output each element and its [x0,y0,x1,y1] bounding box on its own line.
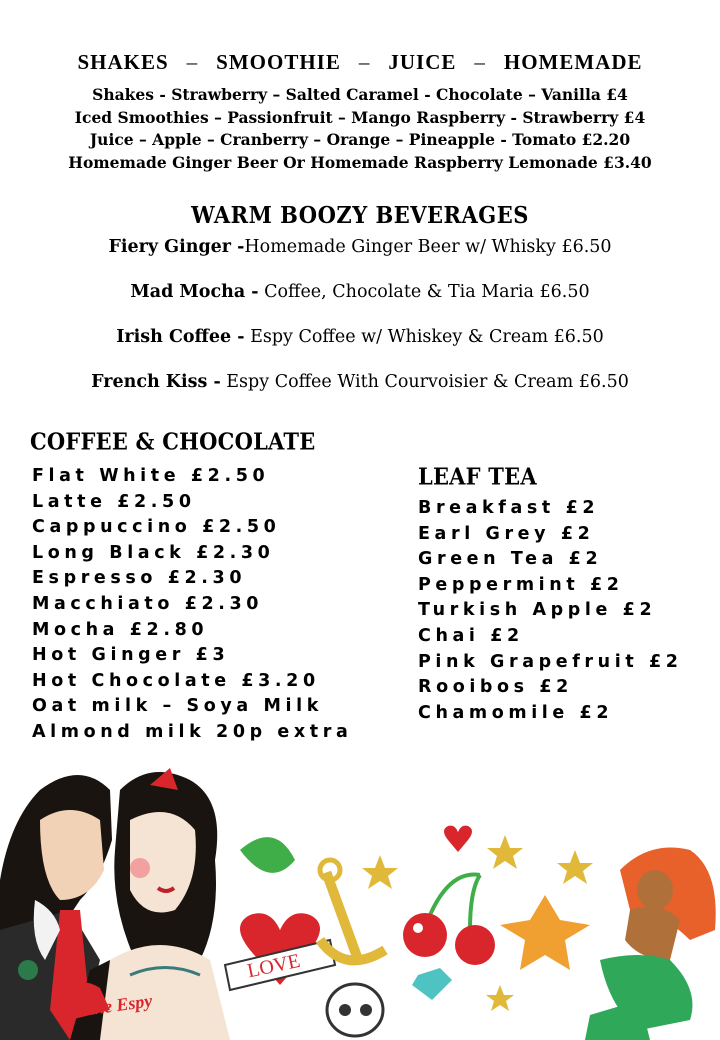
coffee-item: Espresso £2.30 [32,568,247,589]
boozy-list [0,232,720,412]
heading-smoothie: SMOOTHIE [216,50,341,74]
tea-item: Earl Grey £2 [418,523,595,544]
heading-juice: JUICE [388,50,457,74]
heading-dash: – [474,50,486,74]
boozy-item-name: Fiery Ginger - [108,237,245,257]
coffee-item: Oat milk – Soya Milk [32,696,323,717]
boozy-item-desc: Coffee, Chocolate & Tia Maria £6.50 [258,282,590,302]
tea-item: Rooibos £2 [418,677,573,698]
coffee-item: Almond milk 20p extra [32,721,353,742]
boozy-item [0,367,720,412]
shakes-line: Shakes - Strawberry – Salted Caramel - Chocolate – Vanilla £4 [92,85,628,104]
skull-icon [327,984,383,1036]
drinks-price-list [0,84,720,174]
heading-dash: – [186,50,199,74]
tea-item: Chamomile £2 [418,702,614,723]
tattoo-illustration [0,760,720,1040]
tea-list [418,496,683,726]
heart-icon [444,826,472,852]
coffee-item: Hot Chocolate £3.20 [32,670,320,691]
coffee-list [32,464,352,746]
heading-shakes: SHAKES [77,50,169,74]
tea-item: Breakfast £2 [418,498,600,518]
coffee-item: Latte £2.50 [32,491,196,512]
boozy-heading: WARM BOOZY BEVERAGES [191,200,529,229]
coffee-item: Cappuccino £2.50 [32,517,281,538]
boozy-item-desc: Espy Coffee With Courvoisier & Cream £6.50 [220,372,629,392]
tea-item: Turkish Apple £2 [418,600,657,621]
espy-logo: the Espy [87,990,154,1019]
star-icon [362,835,593,1011]
coffee-item: Mocha £2.80 [32,619,209,640]
heart-banner-tattoo [225,913,335,990]
tea-item: Chai £2 [418,625,524,646]
boozy-item-name: Mad Mocha - [130,282,259,302]
tea-heading: LEAF TEA [418,462,537,490]
banner-text: LOVE [245,949,303,983]
boozy-item [0,232,720,277]
boozy-item [0,322,720,367]
boozy-item-desc: Espy Coffee w/ Whiskey & Cream £6.50 [244,327,604,347]
boozy-item-name: Irish Coffee - [116,327,245,347]
tea-item: Green Tea £2 [418,549,603,570]
juice-line: Juice – Apple – Cranberry – Orange – Pineapple - Tomato £2.20 [89,130,631,149]
smoothies-line: Iced Smoothies – Passionfruit – Mango Raspberry - Strawberry £4 [74,107,646,127]
cherries-icon [403,875,495,966]
homemade-line: Homemade Ginger Beer Or Homemade Raspberry Lemonade £3.40 [68,152,652,172]
tea-item: Peppermint £2 [418,574,624,595]
boozy-item [0,277,720,322]
coffee-item: Long Black £2.30 [32,542,275,563]
leaf-icon [240,837,295,873]
boozy-item-desc: Homemade Ginger Beer w/ Whisky £6.50 [244,237,612,257]
boozy-item-name: French Kiss - [91,372,221,392]
coffee-heading: COFFEE & CHOCOLATE [30,427,316,455]
heading-homemade: HOMEMADE [503,50,643,74]
heading-dash: – [358,50,371,74]
coffee-item: Flat White £2.50 [32,466,270,486]
mermaid-figure [585,848,716,1040]
tea-item: Pink Grapefruit £2 [418,651,683,672]
coffee-item: Macchiato £2.30 [32,593,264,614]
diamond-icon [412,968,452,1000]
shakes-smoothie-juice-heading [0,50,720,75]
coffee-item: Hot Ginger £3 [32,645,230,666]
